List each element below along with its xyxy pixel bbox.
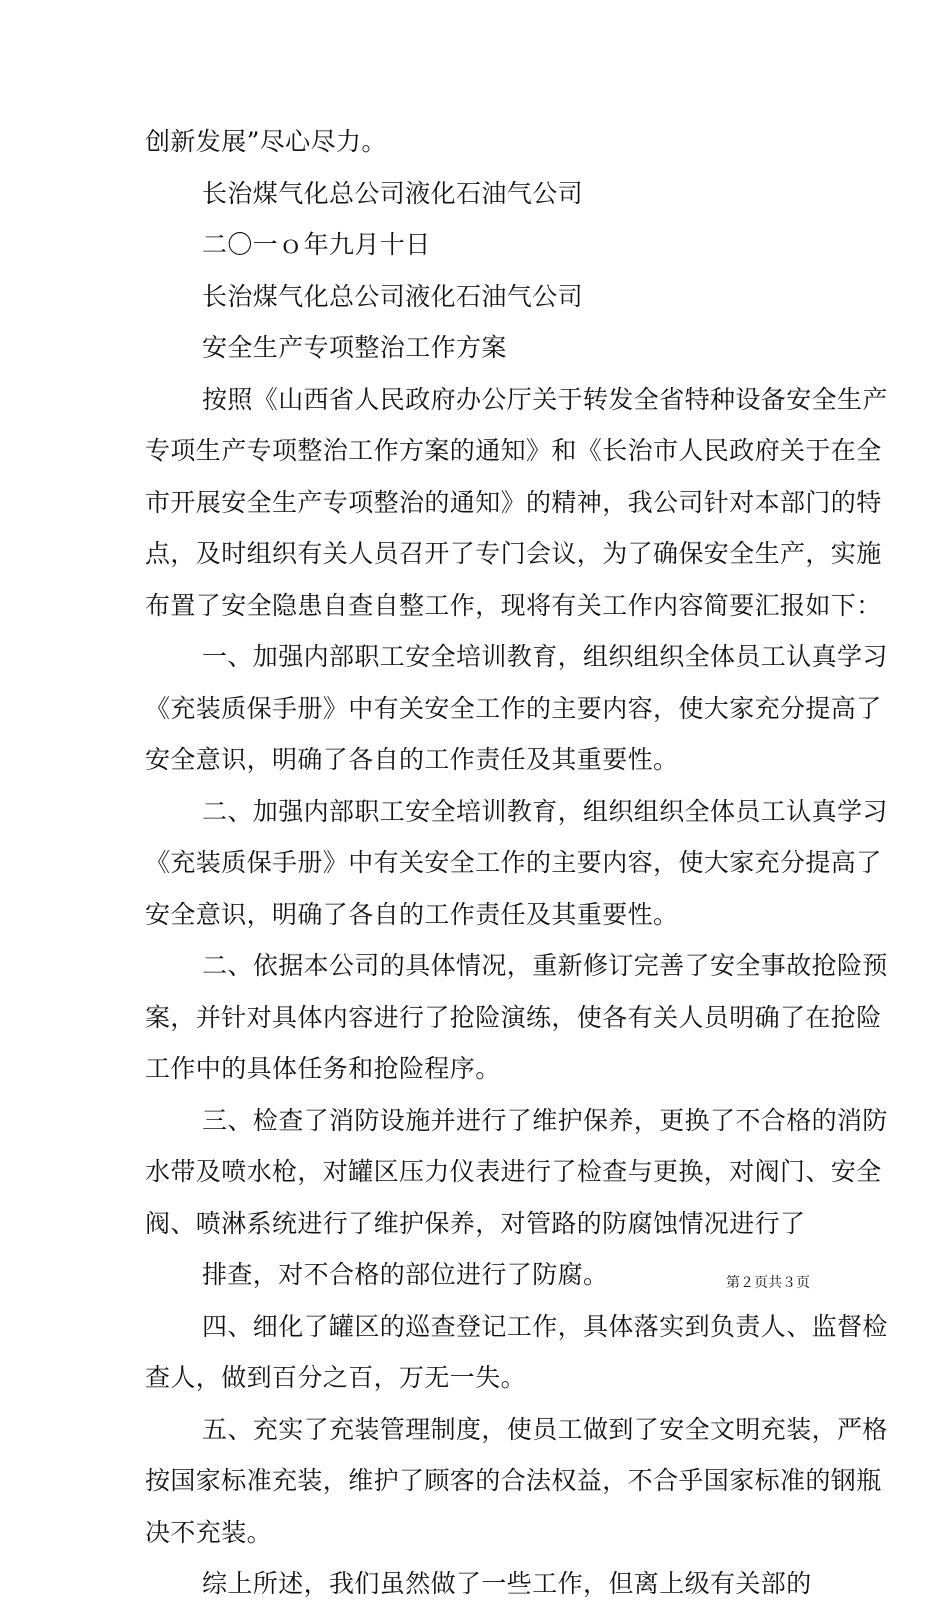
text-line: 长治煤气化总公司液化石油气公司 — [202, 281, 584, 311]
text-line: 长治煤气化总公司液化石油气公司 — [202, 178, 584, 208]
text-line: 安全意识，明确了各自的工作责任及其重要性。 — [145, 899, 679, 929]
page-number: 第２页共３页 — [726, 1275, 810, 1291]
text-line: 五、充实了充装管理制度，使员工做到了安全文明充装，严格 — [202, 1414, 888, 1444]
text-line: 按照《山西省人民政府办公厅关于转发全省特种设备安全生产 — [202, 384, 888, 414]
text-line: 市开展安全生产专项整治的通知》的精神，我公司针对本部门的特 — [145, 487, 882, 517]
text-line: 《充装质保手册》中有关安全工作的主要内容，使大家充分提高了 — [145, 848, 882, 877]
text-line: 决不充装。 — [145, 1517, 273, 1547]
text-line: 按国家标准充装，维护了顾客的合法权益，不合乎国家标准的钢瓶 — [145, 1466, 882, 1495]
text-line: 水带及喷水枪，对罐区压力仪表进行了检查与更换，对阀门、安全 — [145, 1157, 882, 1186]
document-body — [145, 116, 888, 1610]
text-line: 点，及时组织有关人员召开了专门会议，为了确保安全生产，实施 — [145, 539, 882, 568]
text-line: 四、细化了罐区的巡查登记工作，具体落实到负责人、监督检 — [202, 1311, 888, 1341]
text-line: 排查，对不合格的部位进行了防腐。 — [202, 1260, 609, 1289]
text-line: 《充装质保手册》中有关安全工作的主要内容，使大家充分提高了 — [145, 693, 882, 723]
text-line: 安全生产专项整治工作方案 — [202, 333, 507, 362]
text-line: 二〇一ｏ年九月十日 — [202, 230, 431, 259]
text-line: 案，并针对具体内容进行了抢险演练，使各有关人员明确了在抢险 — [145, 1002, 882, 1032]
text-line: 工作中的具体任务和抢险程序。 — [145, 1054, 501, 1083]
text-line: 专项生产专项整治工作方案的通知》和《长治市人民政府关于在全 — [145, 436, 882, 465]
text-line: 二、加强内部职工安全培训教育，组织组织全体员工认真学习 — [202, 796, 888, 826]
text-line: 创新发展”尽心尽力。 — [145, 127, 387, 156]
text-line: 安全意识，明确了各自的工作责任及其重要性。 — [145, 745, 679, 774]
text-line: 三、检查了消防设施并进行了维护保养，更换了不合格的消防 — [202, 1105, 888, 1135]
text-line: 阀、喷淋系统进行了维护保养，对管路的防腐蚀情况进行了 — [145, 1208, 806, 1238]
text-line: 综上所述，我们虽然做了一些工作，但离上级有关部的 — [202, 1569, 812, 1598]
text-line: 查人，做到百分之百，万无一失。 — [145, 1363, 527, 1392]
text-line: 布置了安全隐患自查自整工作，现将有关工作内容简要汇报如下： — [145, 590, 882, 620]
text-line: 二、依据本公司的具体情况，重新修订完善了安全事故抢险预 — [202, 951, 888, 980]
text-line: 一、加强内部职工安全培训教育，组织组织全体员工认真学习 — [202, 642, 888, 671]
